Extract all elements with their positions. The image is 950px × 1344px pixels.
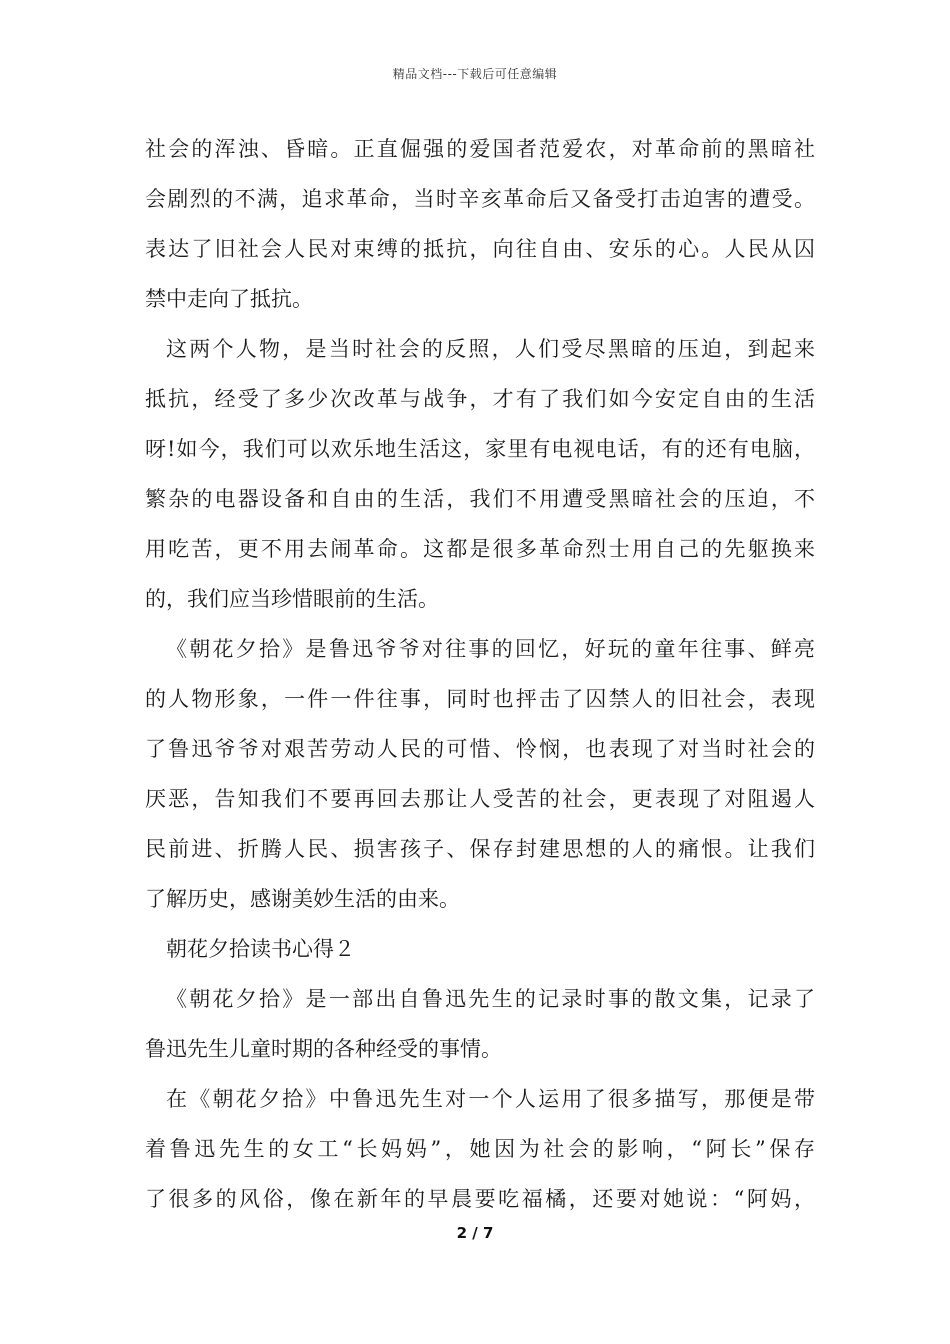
text-line: 用吃苦，更不用去闹革命。这都是很多革命烈士用自己的先躯换来 — [145, 537, 815, 561]
text-line: 这两个人物，是当时社会的反照，人们受尽黑暗的压迫，到起来 — [166, 337, 815, 361]
text-line: 表达了旧社会人民对束缚的抵抗，向往自由、安乐的心。人民从囚 — [145, 237, 815, 261]
page-number: 2 / 7 — [456, 1224, 494, 1242]
document-body — [145, 124, 815, 1224]
text-line: 抵抗，经受了多少次改革与战争，才有了我们如今安定自由的生活 — [145, 387, 815, 411]
text-line: 《朝花夕拾》是鲁迅爷爷对往事的回忆，好玩的童年往事、鲜亮 — [166, 637, 815, 661]
text-line: 的人物形象，一件一件往事，同时也抨击了囚禁人的旧社会，表现 — [145, 687, 815, 711]
text-line: 《朝花夕拾》是一部出自鲁迅先生的记录时事的散文集，记录了 — [166, 987, 815, 1011]
section-heading-text: 朝花夕拾读书心得２ — [166, 937, 355, 961]
text-line: 会剧烈的不满，追求革命，当时辛亥革命后又备受打击迫害的遭受。 — [145, 187, 815, 211]
text-line: 禁中走向了抵抗。 — [145, 287, 313, 311]
text-line: 繁杂的电器设备和自由的生活，我们不用遭受黑暗社会的压迫，不 — [145, 487, 815, 511]
text-line: 在《朝花夕拾》中鲁迅先生对一个人运用了很多描写，那便是带 — [166, 1087, 815, 1111]
text-line: 厌恶，告知我们不要再回去那让人受苦的社会，更表现了对阻遏人 — [145, 787, 815, 811]
text-line: 了鲁迅爷爷对艰苦劳动人民的可惜、怜悯，也表现了对当时社会的 — [145, 737, 815, 761]
paragraph — [145, 974, 815, 1074]
paragraph — [145, 1074, 815, 1224]
paragraph — [145, 624, 815, 924]
paragraph — [145, 124, 815, 324]
text-line: 着鲁迅先生的女工“长妈妈”，她因为社会的影响，“阿长”保存 — [145, 1137, 815, 1161]
text-line: 鲁迅先生儿童时期的各种经受的事情。 — [145, 1037, 502, 1061]
text-line: 社会的浑浊、昏暗。正直倔强的爱国者范爱农，对革命前的黑暗社 — [145, 137, 815, 161]
text-line: 呀!如今，我们可以欢乐地生活这，家里有电视电话，有的还有电脑， — [145, 437, 815, 461]
text-line: 民前进、折腾人民、损害孩子、保存封建思想的人的痛恨。让我们 — [145, 837, 815, 861]
page-header: 精品文档---下载后可任意编辑 — [392, 67, 558, 81]
paragraph — [145, 324, 815, 624]
text-line: 了很多的风俗，像在新年的早晨要吃福橘，还要对她说：“阿妈， — [145, 1187, 815, 1211]
section-heading — [145, 924, 815, 974]
text-line: 的，我们应当珍惜眼前的生活。 — [145, 587, 439, 611]
text-line: 了解历史，感谢美妙生活的由来。 — [145, 887, 460, 911]
